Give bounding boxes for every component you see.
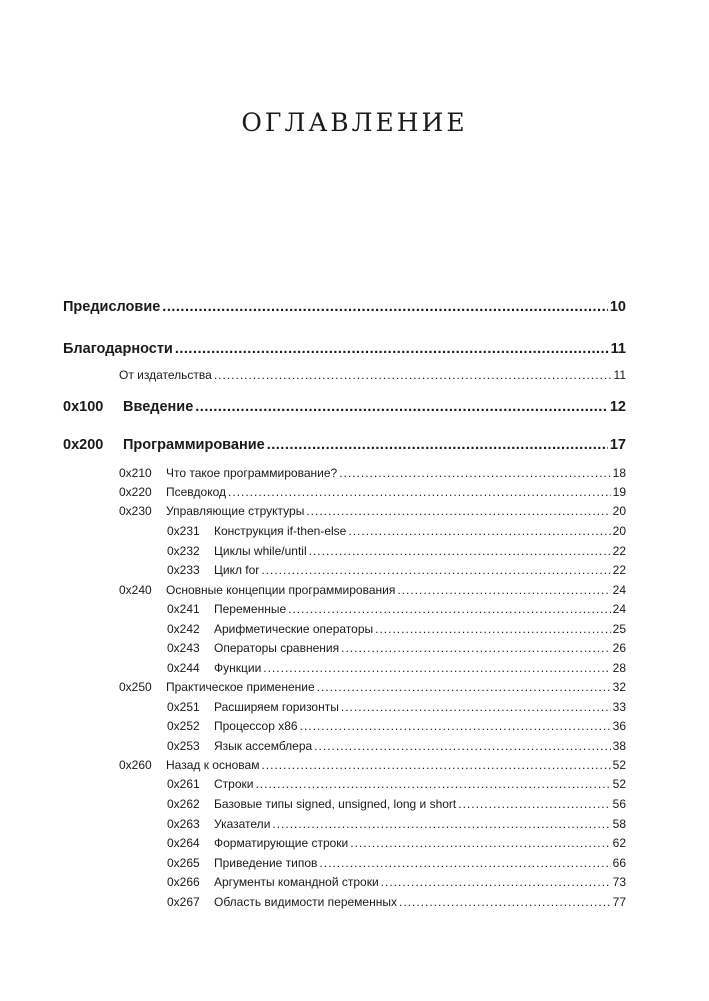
- toc-entry-page: 38: [612, 739, 626, 753]
- toc-entry: [167, 836, 626, 850]
- toc-entry-label: Предисловие: [63, 299, 161, 315]
- toc-leader: [350, 836, 610, 850]
- toc-entry-label: Программирование: [123, 437, 265, 453]
- toc-entry-page: 24: [612, 602, 626, 616]
- toc-leader: [300, 719, 611, 733]
- toc-entry-label: Базовые типы signed, unsigned, long и short: [214, 797, 457, 811]
- toc-leader: [228, 485, 611, 499]
- toc-entry: [167, 661, 626, 675]
- toc-entry: [167, 544, 626, 558]
- toc-entry-page: 32: [612, 680, 626, 694]
- toc-entry-code: 0x233: [167, 563, 200, 577]
- toc-entry-page: 66: [612, 856, 626, 870]
- toc-entry-page: 22: [612, 544, 626, 558]
- toc-leader: [261, 758, 610, 772]
- toc-entry: [167, 602, 626, 616]
- toc-entry: [167, 739, 626, 753]
- toc-leader: [319, 856, 610, 870]
- toc-leader: [267, 437, 608, 453]
- toc-entry: [119, 485, 626, 499]
- toc-entry-label: Введение: [123, 399, 194, 415]
- toc-entry-label: Область видимости переменных: [214, 895, 397, 909]
- toc-entry-page: 25: [612, 622, 626, 636]
- toc-entry-page: 20: [612, 504, 626, 518]
- toc-entry-page: 20: [612, 524, 626, 538]
- toc-entry-label: Процессор x86: [214, 719, 298, 733]
- toc-entry-label: Основные концепции программирования: [166, 583, 396, 597]
- toc-entry: [119, 583, 626, 597]
- toc-leader: [162, 299, 608, 315]
- toc-entry-code: 0x267: [167, 895, 200, 909]
- toc-entry-code: 0x244: [167, 661, 200, 675]
- toc-entry: [167, 817, 626, 831]
- toc-entry-label: Практическое применение: [166, 680, 315, 694]
- toc-leader: [397, 583, 610, 597]
- toc-entry-code: 0x242: [167, 622, 200, 636]
- toc-entry-page: 11: [610, 341, 626, 357]
- toc-entry-label: Конструкция if-then-else: [214, 524, 347, 538]
- toc-entry-label: Язык ассемблера: [214, 739, 313, 753]
- toc-entry-label: Назад к основам: [166, 758, 260, 772]
- toc-entry-code: 0x100: [63, 399, 104, 415]
- toc-leader: [399, 895, 611, 909]
- toc-entry-code: 0x241: [167, 602, 200, 616]
- toc-entry-code: 0x263: [167, 817, 200, 831]
- toc-entry-code: 0x264: [167, 836, 200, 850]
- toc-entry: [63, 341, 626, 357]
- toc-entry-label: Аргументы командной строки: [214, 875, 379, 889]
- toc-entry-page: 73: [612, 875, 626, 889]
- toc-entry-code: 0x252: [167, 719, 200, 733]
- toc-entry-page: 26: [612, 641, 626, 655]
- toc-entry: [167, 856, 626, 870]
- toc-leader: [306, 504, 610, 518]
- toc-entry-code: 0x220: [119, 485, 152, 499]
- toc-entry-label: Функции: [214, 661, 262, 675]
- toc-entry: [119, 504, 626, 518]
- toc-entry: [119, 758, 626, 772]
- toc-entry-page: 52: [612, 777, 626, 791]
- toc-entry: [167, 563, 626, 577]
- toc-leader: [255, 777, 610, 791]
- toc-entry-label: Управляющие структуры: [166, 504, 305, 518]
- toc-entry: [63, 299, 626, 315]
- toc-entry-code: 0x250: [119, 680, 152, 694]
- toc-entry-label: Благодарности: [63, 341, 173, 357]
- toc-entry-label: Форматирующие строки: [214, 836, 349, 850]
- toc-leader: [175, 341, 609, 357]
- toc-entry: [167, 524, 626, 538]
- toc-entry-label: Указатели: [214, 817, 271, 831]
- toc-entry-page: 22: [612, 563, 626, 577]
- toc-entry-page: 52: [612, 758, 626, 772]
- toc-entry-code: 0x232: [167, 544, 200, 558]
- toc-entry-code: 0x243: [167, 641, 200, 655]
- toc-entry-code: 0x265: [167, 856, 200, 870]
- toc-leader: [339, 466, 610, 480]
- toc-entry-label: Арифметические операторы: [214, 622, 374, 636]
- toc-leader: [195, 399, 608, 415]
- toc-entry: [167, 641, 626, 655]
- toc-entry: [167, 700, 626, 714]
- toc-entry: [63, 437, 626, 453]
- toc-entry-page: 17: [609, 437, 626, 453]
- toc-leader: [381, 875, 611, 889]
- toc-entry-label: Псевдокод: [166, 485, 227, 499]
- toc-entry-page: 33: [612, 700, 626, 714]
- toc-entry-code: 0x200: [63, 437, 104, 453]
- toc-entry: [63, 399, 626, 415]
- toc-entry-code: 0x253: [167, 739, 200, 753]
- toc-entry-code: 0x266: [167, 875, 200, 889]
- page-title: ОГЛАВЛЕНИЕ: [241, 108, 468, 137]
- toc-leader: [261, 563, 610, 577]
- toc-entry-label: От издательства: [119, 368, 212, 382]
- toc-leader: [341, 700, 611, 714]
- toc-entry: [119, 368, 626, 382]
- toc-entry-label: Что такое программирование?: [166, 466, 338, 480]
- toc-entry-code: 0x262: [167, 797, 200, 811]
- toc-entry-code: 0x230: [119, 504, 152, 518]
- toc-entry-code: 0x251: [167, 700, 200, 714]
- toc-entry: [167, 797, 626, 811]
- toc-entry-page: 24: [612, 583, 626, 597]
- toc-entry-code: 0x240: [119, 583, 152, 597]
- toc-entry-label: Операторы сравнения: [214, 641, 340, 655]
- toc-entry: [167, 875, 626, 889]
- toc-entry-code: 0x210: [119, 466, 152, 480]
- toc-leader: [375, 622, 611, 636]
- toc-entry-label: Циклы while/until: [214, 544, 307, 558]
- toc-entry-page: 36: [612, 719, 626, 733]
- toc-entry: [119, 466, 626, 480]
- toc-leader: [263, 661, 610, 675]
- toc-entry-label: Строки: [214, 777, 254, 791]
- toc-entry-page: 19: [612, 485, 626, 499]
- toc-leader: [341, 641, 611, 655]
- toc-entry: [167, 622, 626, 636]
- toc-leader: [348, 524, 610, 538]
- toc-entry-page: 12: [609, 399, 626, 415]
- toc-entry-label: Приведение типов: [214, 856, 318, 870]
- toc-entry: [119, 680, 626, 694]
- toc-leader: [272, 817, 610, 831]
- toc-entry-code: 0x260: [119, 758, 152, 772]
- toc-leader: [288, 602, 611, 616]
- toc-entry: [167, 719, 626, 733]
- toc-entry-page: 58: [612, 817, 626, 831]
- toc-entry-label: Цикл for: [214, 563, 260, 577]
- toc-entry-code: 0x231: [167, 524, 200, 538]
- toc-entry-page: 56: [612, 797, 626, 811]
- toc-entry-label: Расширяем горизонты: [214, 700, 339, 714]
- toc-leader: [314, 739, 610, 753]
- toc-entry-page: 28: [612, 661, 626, 675]
- toc-entry-page: 18: [612, 466, 626, 480]
- toc-entry-code: 0x261: [167, 777, 200, 791]
- toc-entry-page: 10: [609, 299, 626, 315]
- toc-entry: [167, 895, 626, 909]
- toc-leader: [214, 368, 612, 382]
- toc-entry-page: 62: [612, 836, 626, 850]
- toc-entry: [167, 777, 626, 791]
- toc-entry-page: 77: [612, 895, 626, 909]
- toc-leader: [317, 680, 611, 694]
- toc-leader: [309, 544, 611, 558]
- toc-entry-label: Переменные: [214, 602, 287, 616]
- toc-entry-page: 11: [613, 368, 626, 382]
- toc-leader: [458, 797, 610, 811]
